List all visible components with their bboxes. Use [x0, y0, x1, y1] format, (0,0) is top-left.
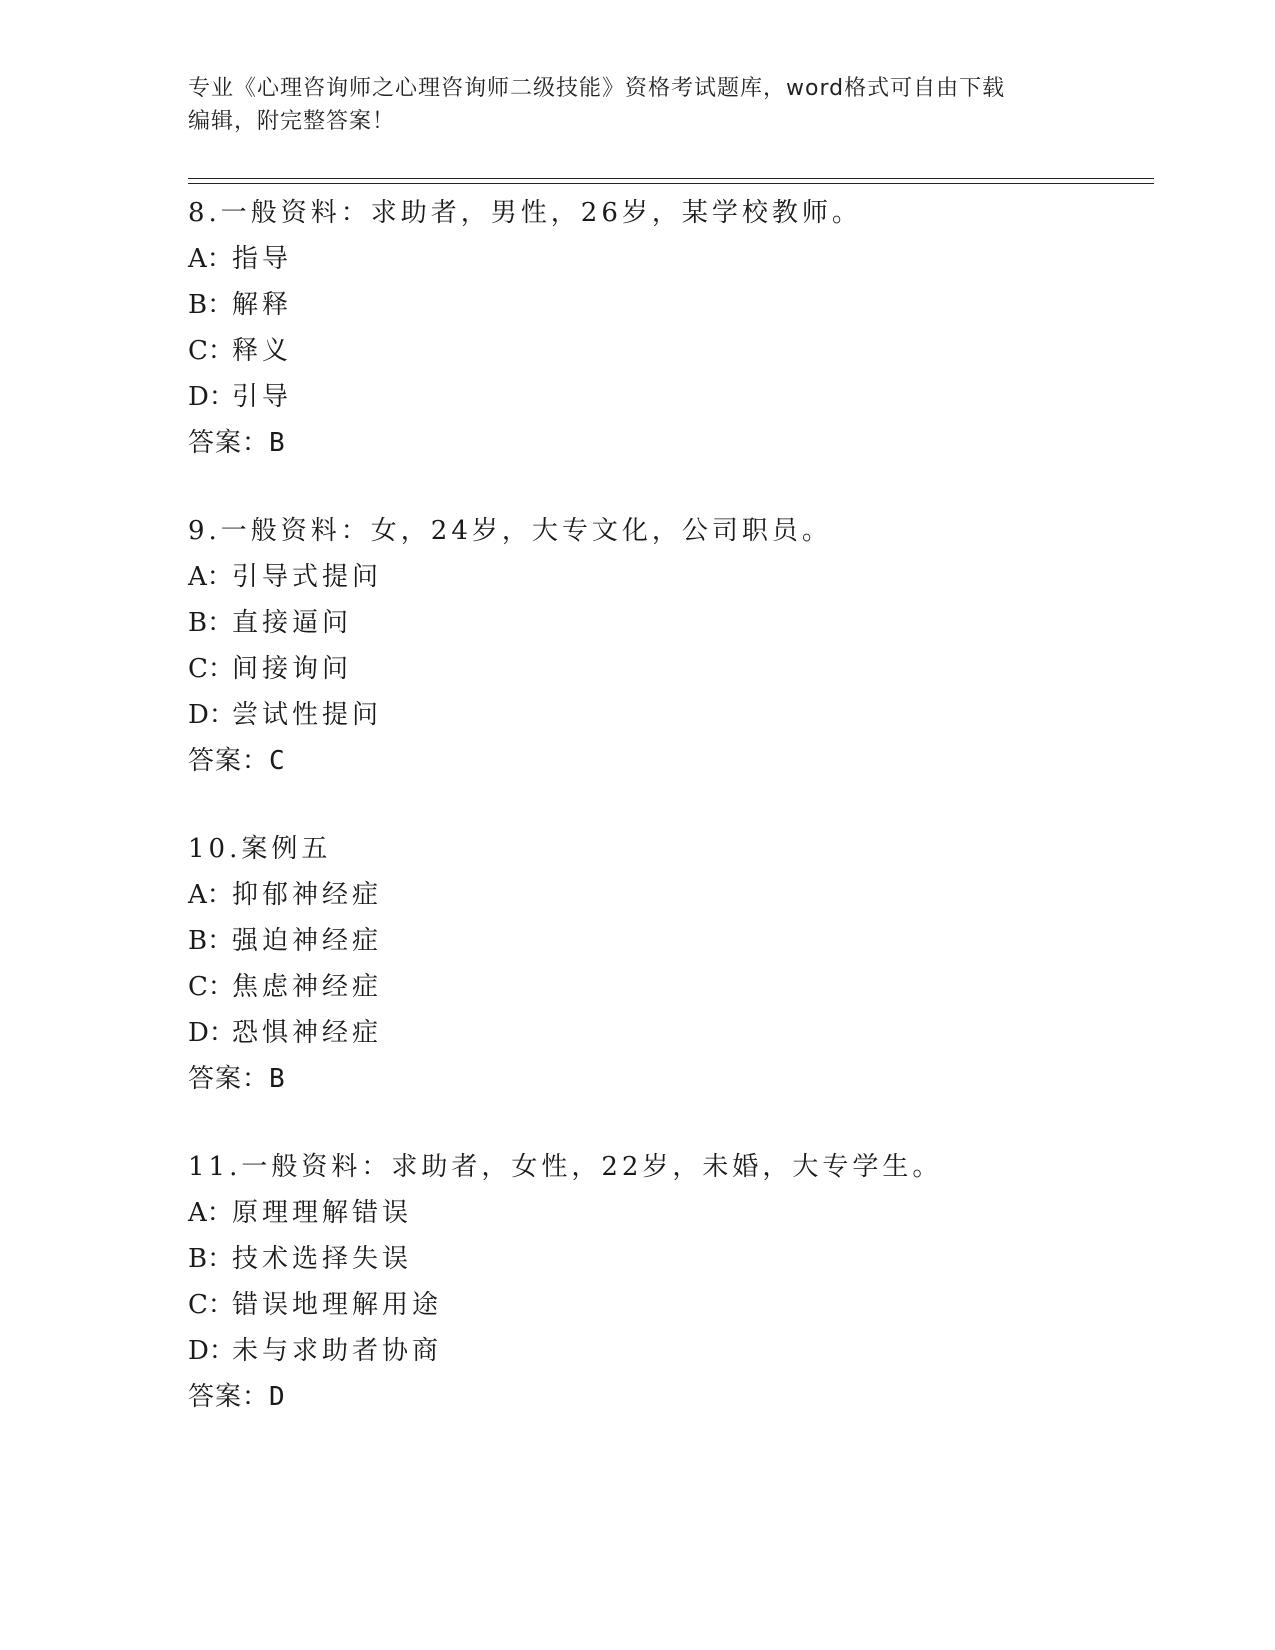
option-text: 尝试性提问	[232, 700, 383, 730]
option-c	[188, 964, 1154, 1010]
question-stem: 11.一般资料：求助者，女性，22岁，未婚，大专学生。	[188, 1152, 943, 1182]
option-key: D：	[188, 700, 235, 730]
answer-value: B	[269, 1064, 286, 1094]
answer-line	[188, 1056, 1154, 1102]
option-text: 释义	[232, 336, 293, 366]
option-key: C：	[188, 336, 234, 366]
answer-line	[188, 738, 1154, 784]
option-a	[188, 554, 1154, 600]
answer-label: 答案：	[188, 1382, 270, 1412]
option-d	[188, 692, 1154, 738]
option-text: 未与求助者协商	[232, 1336, 443, 1366]
answer-label: 答案：	[188, 746, 270, 776]
option-key: D：	[188, 1018, 235, 1048]
option-text: 恐惧神经症	[232, 1018, 383, 1048]
option-text: 原理理解错误	[232, 1198, 413, 1228]
option-key: D：	[188, 1336, 235, 1366]
option-d	[188, 1328, 1154, 1374]
answer-value: B	[269, 428, 286, 458]
option-text: 间接询问	[232, 654, 353, 684]
question-11	[188, 1144, 1154, 1420]
question-stem: 9.一般资料：女，24岁，大专文化，公司职员。	[188, 516, 832, 546]
option-c	[188, 328, 1154, 374]
question-stem: 8.一般资料：求助者，男性，26岁，某学校教师。	[188, 198, 862, 228]
option-key: C：	[188, 1290, 234, 1320]
option-text: 直接逼问	[232, 608, 353, 638]
option-b	[188, 918, 1154, 964]
option-text: 指导	[232, 244, 293, 274]
answer-value: D	[269, 1382, 286, 1412]
option-text: 引导	[232, 382, 293, 412]
option-key: B：	[188, 1244, 234, 1274]
answer-value: C	[269, 746, 286, 776]
header-line-1: 专业《心理咨询师之心理咨询师二级技能》资格考试题库，word格式可自由下载	[188, 76, 1006, 101]
option-key: C：	[188, 972, 234, 1002]
header-line-2: 编辑，附完整答案！	[188, 109, 396, 134]
option-text: 引导式提问	[232, 562, 383, 592]
answer-line	[188, 420, 1154, 466]
option-text: 焦虑神经症	[232, 972, 383, 1002]
option-c	[188, 646, 1154, 692]
option-text: 解释	[232, 290, 293, 320]
option-key: A：	[188, 562, 233, 592]
option-text: 强迫神经症	[232, 926, 383, 956]
answer-label: 答案：	[188, 1064, 270, 1094]
option-a	[188, 236, 1154, 282]
header-divider-top	[188, 178, 1154, 179]
option-key: D：	[188, 382, 235, 412]
option-key: B：	[188, 926, 234, 956]
option-a	[188, 1190, 1154, 1236]
option-key: A：	[188, 1198, 233, 1228]
question-10	[188, 826, 1154, 1102]
question-stem: 10.案例五	[188, 834, 332, 864]
option-text: 技术选择失误	[232, 1244, 413, 1274]
question-8	[188, 190, 1154, 466]
answer-line	[188, 1374, 1154, 1420]
option-d	[188, 1010, 1154, 1056]
option-key: A：	[188, 880, 233, 910]
option-key: B：	[188, 290, 234, 320]
option-b	[188, 282, 1154, 328]
option-key: C：	[188, 654, 234, 684]
option-key: A：	[188, 244, 233, 274]
option-text: 抑郁神经症	[232, 880, 383, 910]
answer-label: 答案：	[188, 428, 270, 458]
option-b	[188, 1236, 1154, 1282]
option-d	[188, 374, 1154, 420]
option-b	[188, 600, 1154, 646]
document-header	[188, 72, 1068, 138]
option-text: 错误地理解用途	[232, 1290, 443, 1320]
option-a	[188, 872, 1154, 918]
question-9	[188, 508, 1154, 784]
option-c	[188, 1282, 1154, 1328]
option-key: B：	[188, 608, 234, 638]
header-divider-bottom	[188, 183, 1154, 184]
